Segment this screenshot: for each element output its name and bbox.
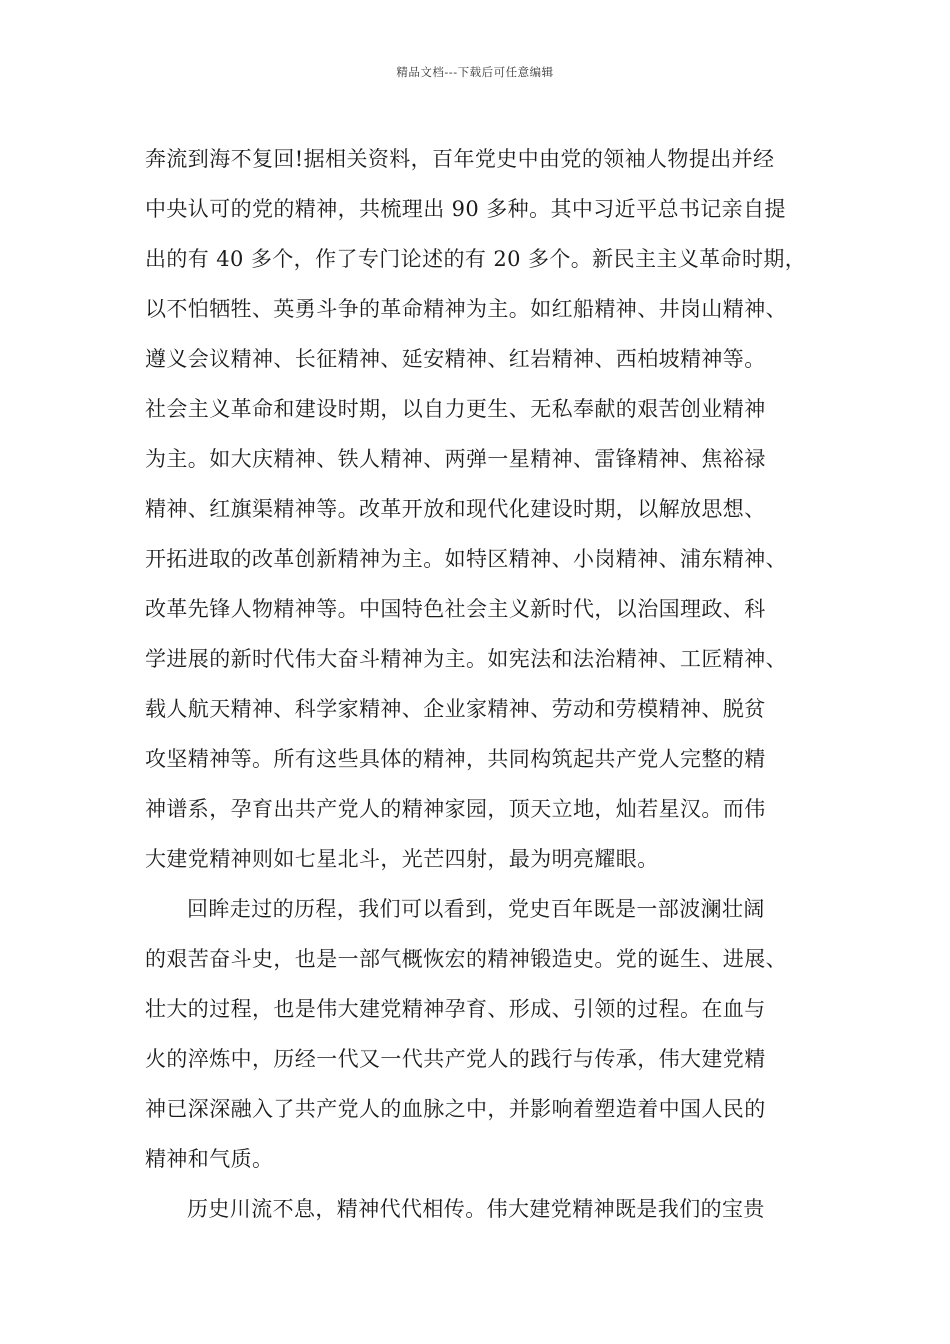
text-line: 学进展的新时代伟大奋斗精神为主。如宪法和法治精神、工匠精神、 <box>145 647 787 671</box>
text-line: 以不怕牺牲、英勇斗争的革命精神为主。如红船精神、井岗山精神、 <box>145 297 787 321</box>
text-line: 火的淬炼中，历经一代又一代共产党人的践行与传承，伟大建党精 <box>145 1047 766 1071</box>
text-line: 奔流到海不复回!据相关资料，百年党史中由党的领袖人物提出并经 <box>145 147 775 171</box>
text-line: 载人航天精神、科学家精神、企业家精神、劳动和劳模精神、脱贫 <box>145 697 766 721</box>
text-line: 攻坚精神等。所有这些具体的精神，共同构筑起共产党人完整的精 <box>145 747 766 771</box>
text-line: 出的有 40 多个，作了专门论述的有 20 多个。新民主主义革命时期， <box>145 247 807 271</box>
text-line: 为主。如大庆精神、铁人精神、两弹一星精神、雷锋精神、焦裕禄 <box>145 447 766 471</box>
paragraph-start-line: 历史川流不息，精神代代相传。伟大建党精神既是我们的宝贵 <box>187 1197 765 1221</box>
body-text <box>145 134 825 1234</box>
text-line: 社会主义革命和建设时期，以自力更生、无私奉献的艰苦创业精神 <box>145 397 766 421</box>
page-header: 精品文档---下载后可任意编辑 <box>396 65 554 79</box>
text-line: 中央认可的党的精神，共梳理出 90 多种。其中习近平总书记亲自提 <box>145 197 786 221</box>
text-line: 大建党精神则如七星北斗，光芒四射，最为明亮耀眼。 <box>145 847 659 871</box>
text-line: 神谱系，孕育出共产党人的精神家园，顶天立地，灿若星汉。而伟 <box>145 797 766 821</box>
text-line: 遵义会议精神、长征精神、延安精神、红岩精神、西柏坡精神等。 <box>145 347 766 371</box>
text-line: 精神、红旗渠精神等。改革开放和现代化建设时期，以解放思想、 <box>145 497 766 521</box>
text-line: 的艰苦奋斗史，也是一部气概恢宏的精神锻造史。党的诞生、进展、 <box>145 947 787 971</box>
text-line: 改革先锋人物精神等。中国特色社会主义新时代，以治国理政、科 <box>145 597 766 621</box>
text-line: 壮大的过程，也是伟大建党精神孕育、形成、引领的过程。在血与 <box>145 997 766 1021</box>
paragraph-start-line: 回眸走过的历程，我们可以看到，党史百年既是一部波澜壮阔 <box>187 897 765 921</box>
text-line: 开拓进取的改革创新精神为主。如特区精神、小岗精神、浦东精神、 <box>145 547 787 571</box>
text-line: 神已深深融入了共产党人的血脉之中，并影响着塑造着中国人民的 <box>145 1097 766 1121</box>
text-line: 精神和气质。 <box>145 1147 274 1171</box>
